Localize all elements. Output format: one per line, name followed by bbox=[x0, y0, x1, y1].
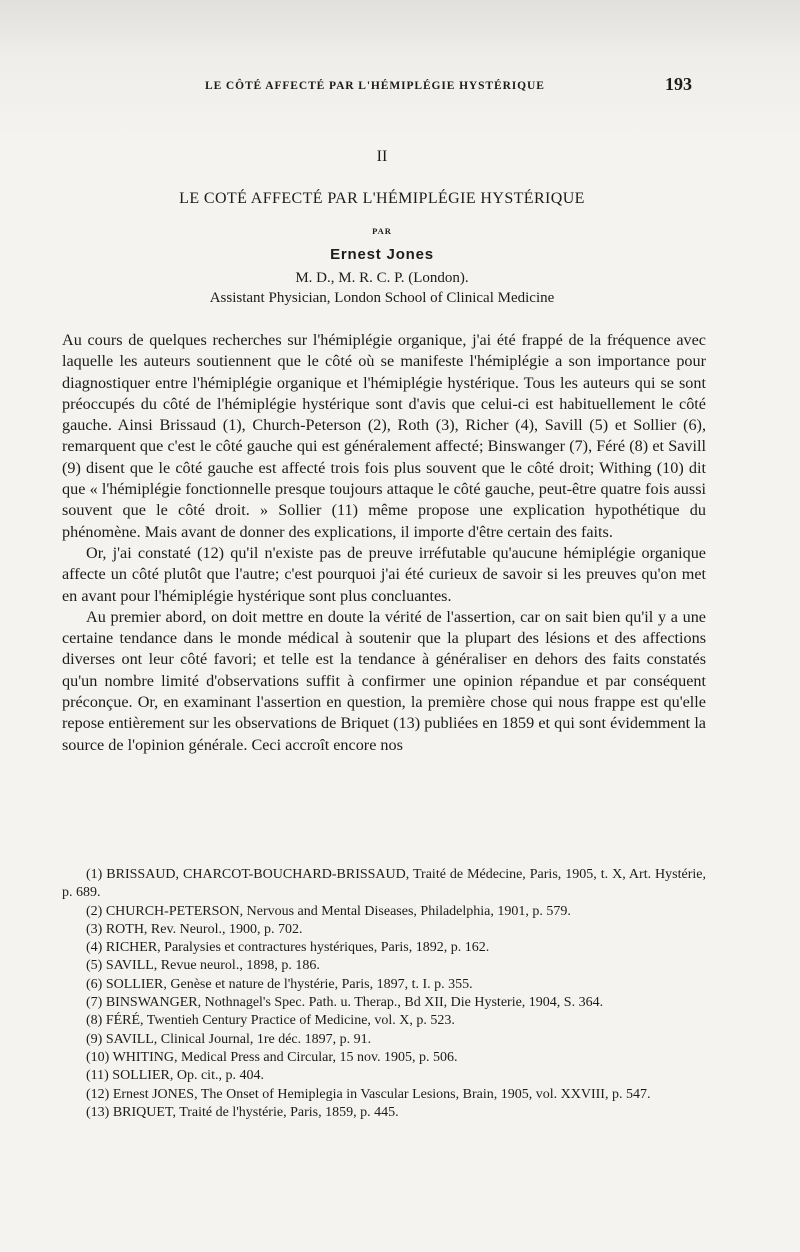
author-affiliation: Assistant Physician, London School of Clinical Medicine bbox=[209, 290, 555, 306]
footnote: (13) BRIQUET, Traité de l'hystérie, Paris, 1859, p. 445. bbox=[86, 1104, 399, 1120]
footnote: (5) SAVILL, Revue neurol., 1898, p. 186. bbox=[86, 958, 320, 974]
article-title: LE COTÉ AFFECTÉ PAR L'HÉMIPLÉGIE HYSTÉRIQUE bbox=[179, 190, 585, 207]
author-name: Ernest Jones bbox=[330, 246, 434, 263]
footnote: (3) ROTH, Rev. Neurol., 1900, p. 702. bbox=[86, 921, 303, 937]
footnote: (2) CHURCH-PETERSON, Nervous and Mental Diseases, Philadelphia, 1901, p. 579. bbox=[86, 903, 571, 919]
footnotes bbox=[62, 866, 706, 1122]
paragraph: Au cours de quelques recherches sur l'hémiplégie organique, j'ai été frappé de la fréquence avec laquelle les auteurs soutiennent que le côté où se manifeste l'hémiplégie a son importance pour diagnostiquer entre l'hémiplégie organique et l'hémiplégie hystérique. Tous les auteurs qui se sont préoccupés du côté de l'hémiplégie hystérique sont d'avis que celui-ci est habituellement le côté gauche. Ainsi Brissaud (1), Church-Peterson (2), Roth (3), Richer (4), Savill (5) et Sollier (6), remarquent que c'est le côté gauche qui est généralement affecté; Binswanger (7), Féré (8) et Savill (9) disent que le côté gauche est affecté trois fois plus souvent que le côté droit; Withing (10) dit que « l'hémiplégie fonctionnelle presque toujours attaque le côté gauche, peut-être quatre fois aussi souvent que le côté droit. » Sollier (11) même propose une explication hypothétique du phénomène. Mais avant de donner des explications, il importe d'être certain des faits. bbox=[62, 331, 706, 541]
running-head bbox=[70, 74, 700, 98]
page-number: 193 bbox=[665, 74, 692, 94]
footnote: (7) BINSWANGER, Nothnagel's Spec. Path. u. Therap., Bd XII, Die Hysterie, 1904, S. 364. bbox=[86, 995, 604, 1011]
footnote: (10) WHITING, Medical Press and Circular, 15 nov. 1905, p. 506. bbox=[86, 1049, 458, 1065]
footnote: (1) BRISSAUD, CHARCOT-BOUCHARD-BRISSAUD, Traité de Médecine, Paris, 1905, t. X, Art. Hystérie, p. 689. bbox=[62, 867, 706, 901]
chapter-number: II bbox=[376, 148, 388, 165]
by-label: PAR bbox=[372, 226, 392, 236]
running-title: LE CÔTÉ AFFECTÉ PAR L'HÉMIPLÉGIE HYSTÉRIQUE bbox=[205, 80, 545, 92]
paragraph: Au premier abord, on doit mettre en doute la vérité de l'assertion, car on sait bien qu'il y a une certaine tendance dans le monde médical à soutenir que la plupart des lésions et des affections diverses ont leur côté favori; et telle est la tendance à généraliser en dehors des faits constatés qu'un nombre limité d'observations suffit à confirmer une opinion répandue et par conséquent préconçue. Or, en examinant l'assertion en question, la première chose qui nous frappe est qu'elle repose entièrement sur les observations de Briquet (13) publiées en 1859 et qui sont évidemment la source de l'opinion générale. Ceci accroît encore nos bbox=[62, 607, 706, 754]
body-text bbox=[62, 330, 706, 756]
footnote: (11) SOLLIER, Op. cit., p. 404. bbox=[86, 1068, 264, 1084]
footnote: (12) Ernest JONES, The Onset of Hemiplegia in Vascular Lesions, Brain, 1905, vol. XXVIII, p. 547. bbox=[86, 1086, 651, 1102]
footnote: (8) FÉRÉ, Twentieh Century Practice of Medicine, vol. X, p. 523. bbox=[86, 1013, 455, 1029]
footnote: (9) SAVILL, Clinical Journal, 1re déc. 1897, p. 91. bbox=[86, 1031, 372, 1047]
paragraph: Or, j'ai constaté (12) qu'il n'existe pas de preuve irréfutable qu'aucune hémiplégie organique affecte un côté plutôt que l'autre; c'est pourquoi j'ai été curieux de savoir si les preuves qu'on met en avant pour l'hémiplégie hystérique sont plus concluantes. bbox=[62, 543, 706, 605]
author-degrees: M. D., M. R. C. P. (London). bbox=[295, 270, 469, 286]
footnote: (4) RICHER, Paralysies et contractures hystériques, Paris, 1892, p. 162. bbox=[86, 940, 490, 956]
footnote: (6) SOLLIER, Genèse et nature de l'hystérie, Paris, 1897, t. I. p. 355. bbox=[86, 976, 473, 992]
